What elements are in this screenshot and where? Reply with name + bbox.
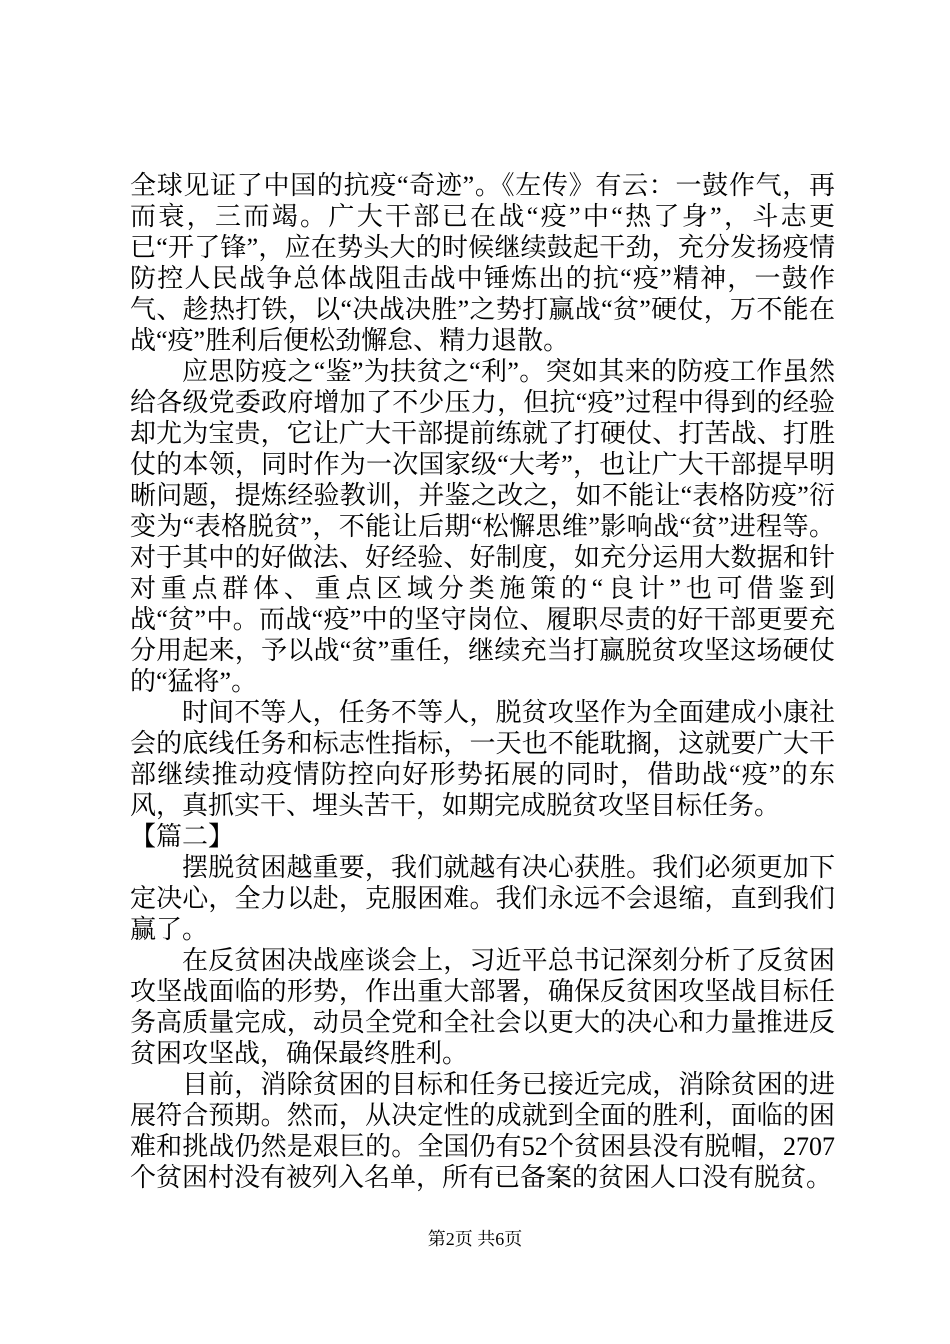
body-paragraph: 目前，消除贫困的目标和任务已接近完成，消除贫困的进展符合预期。然而，从决定性的成就到全面的胜利，面临的困难和挑战仍然是艰巨的。全国仍有52个贫困县没有脱帽，2707个贫困村没有被列入名单，所有已备案的贫困人口没有脱贫。 bbox=[130, 1070, 835, 1192]
document-body bbox=[130, 170, 835, 1193]
page-footer: 第2页 共6页 bbox=[427, 1229, 523, 1249]
body-paragraph: 在反贫困决战座谈会上，习近平总书记深刻分析了反贫困攻坚战面临的形势，作出重大部署，确保反贫困攻坚战目标任务高质量完成，动员全党和全社会以更大的决心和力量推进反贫困攻坚战，确保最终胜利。 bbox=[130, 946, 835, 1068]
body-paragraph: 摆脱贫困越重要，我们就越有决心获胜。我们必须更加下定决心，全力以赴，克服困难。我们永远不会退缩，直到我们赢了。 bbox=[130, 853, 835, 944]
section-heading: 【篇二】 bbox=[130, 822, 235, 851]
body-paragraph: 时间不等人，任务不等人，脱贫攻坚作为全面建成小康社会的底线任务和标志性指标，一天也不能耽搁，这就要广大干部继续推动疫情防控向好形势拓展的同时，借助战“疫”的东风，真抓实干、埋头苦干，如期完成脱贫攻坚目标任务。 bbox=[130, 698, 835, 820]
body-paragraph: 应思防疫之“鉴”为扶贫之“利”。突如其来的防疫工作虽然给各级党委政府增加了不少压力，但抗“疫”过程中得到的经验却尤为宝贵，它让广大干部提前练就了打硬仗、打苦战、打胜仗的本领，同时作为一次国家级“大考”，也让广大干部提早明晰问题，提炼经验教训，并鉴之改之，如不能让“表格防疫”衍变为“表格脱贫”，不能让后期“松懈思维”影响战“贫”进程等。对于其中的好做法、好经验、好制度，如充分运用大数据和针对重点群体、重点区域分类施策的“良计”也可借鉴到战“贫”中。而战“疫”中的坚守岗位、履职尽责的好干部更要充分用起来，予以战“贫”重任，继续充当打赢脱贫攻坚这场硬仗的“猛将”。 bbox=[130, 357, 835, 696]
body-paragraph-continuation: 全球见证了中国的抗疫“奇迹”。《左传》有云：一鼓作气，再而衰，三而竭。广大干部已在战“疫”中“热了身”，斗志更已“开了锋”，应在势头大的时候继续鼓起干劲，充分发扬疫情防控人民战争总体战阻击战中锤炼出的抗“疫”精神，一鼓作气、趁热打铁，以“决战决胜”之势打赢战“贫”硬仗，万不能在战“疫”胜利后便松劲懈怠、精力退散。 bbox=[130, 171, 835, 355]
